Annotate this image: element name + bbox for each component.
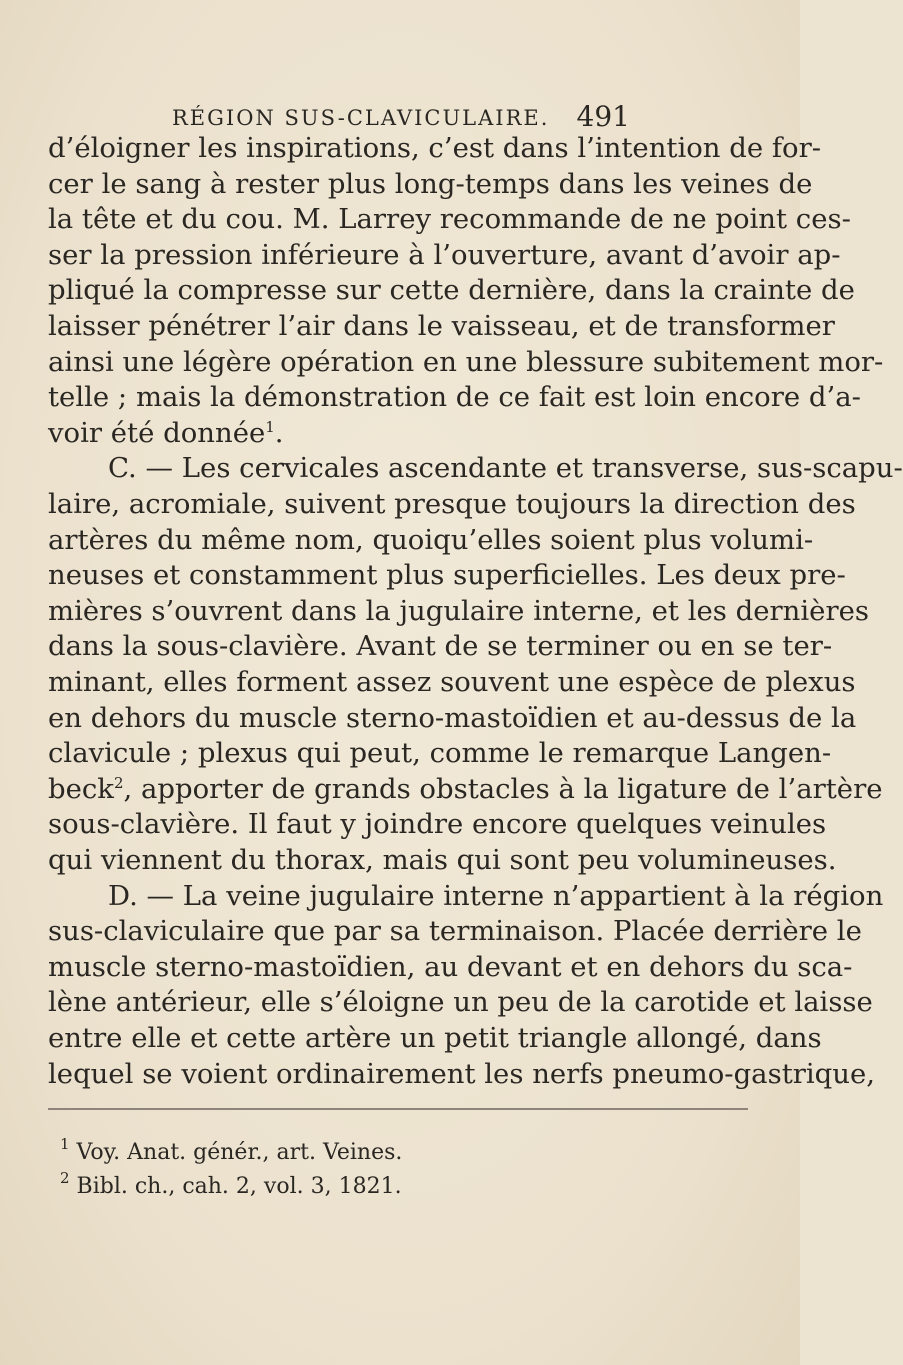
text-line: D. — La veine jugulaire interne n’appartient à la région	[108, 879, 884, 912]
text-line: telle ; mais la démonstration de ce fait est loin encore d’a-	[48, 381, 861, 414]
footnote-ref: 1	[265, 417, 275, 436]
text-line: C. — Les cervicales ascendante et transverse, sus-scapu-	[108, 452, 903, 485]
text-line: entre elle et cette artère un petit triangle allongé, dans	[48, 1022, 822, 1054]
text-line: d’éloigner les inspirations, c’est dans l’intention de for-	[48, 132, 822, 164]
text-line: muscle sterno-mastoïdien, au devant et en dehors du sca-	[48, 950, 853, 983]
text-line: minant, elles forment assez souvent une espèce de plexus	[48, 666, 856, 698]
text-line-start: voir été donnée	[48, 416, 266, 449]
text-line: clavicule ; plexus qui peut, comme le remarque Langen-	[48, 737, 832, 770]
text-line-start: beck	[48, 772, 114, 805]
text-line	[48, 772, 883, 805]
text-line	[48, 416, 284, 449]
text-line: en dehors du muscle sterno-mastoïdien et au-dessus de la	[48, 701, 857, 734]
footnote-ref: 2	[113, 773, 124, 792]
footnote-text: Bibl. ch., cah. 2, vol. 3, 1821.	[76, 1174, 402, 1199]
page-number: 491	[576, 100, 630, 133]
text-line: neuses et constamment plus superficielles. Les deux pre-	[48, 559, 846, 592]
footnote-rule	[48, 1108, 748, 1110]
text-line: dans la sous-clavière. Avant de se terminer ou en se ter-	[48, 630, 833, 663]
text-line: ser la pression inférieure à l’ouverture, avant d’avoir ap-	[48, 238, 841, 271]
footnote-marker: 2	[60, 1169, 70, 1187]
text-line: la tête et du cou. M. Larrey recommande de ne point ces-	[48, 203, 851, 236]
text-line: sus-claviculaire que par sa terminaison. Placée derrière le	[48, 915, 862, 948]
text-line: ainsi une légère opération en une blessure subitement mor-	[48, 345, 884, 378]
footnote	[60, 1135, 403, 1165]
footnote	[60, 1169, 402, 1199]
text-line: laire, acromiale, suivent presque toujours la direction des	[48, 488, 856, 520]
text-line: pliqué la compresse sur cette dernière, dans la crainte de	[48, 274, 855, 307]
text-line-end: , apporter de grands obstacles à la ligature de l’artère	[123, 772, 883, 805]
text-line: laisser pénétrer l’air dans le vaisseau, et de transformer	[48, 310, 835, 342]
text-line: sous-clavière. Il faut y joindre encore quelques veinules	[48, 808, 827, 841]
footnote-marker: 1	[60, 1135, 70, 1153]
text-line: mières s’ouvrent dans la jugulaire interne, et les dernières	[48, 594, 869, 627]
text-line: lequel se voient ordinairement les nerfs pneumo-gastrique,	[48, 1057, 876, 1090]
text-line: lène antérieur, elle s’éloigne un peu de la carotide et laisse	[48, 986, 873, 1019]
text-line: cer le sang à rester plus long-temps dans les veines de	[48, 167, 813, 200]
text-line: artères du même nom, quoiqu’elles soient plus volumi-	[48, 523, 814, 556]
footnote-text: Voy. Anat. génér., art. Veines.	[76, 1140, 403, 1165]
text-line: qui viennent du thorax, mais qui sont peu volumineuses.	[48, 844, 837, 876]
text-line-end: .	[274, 416, 284, 449]
running-title: RÉGION SUS-CLAVICULAIRE.	[172, 106, 550, 130]
